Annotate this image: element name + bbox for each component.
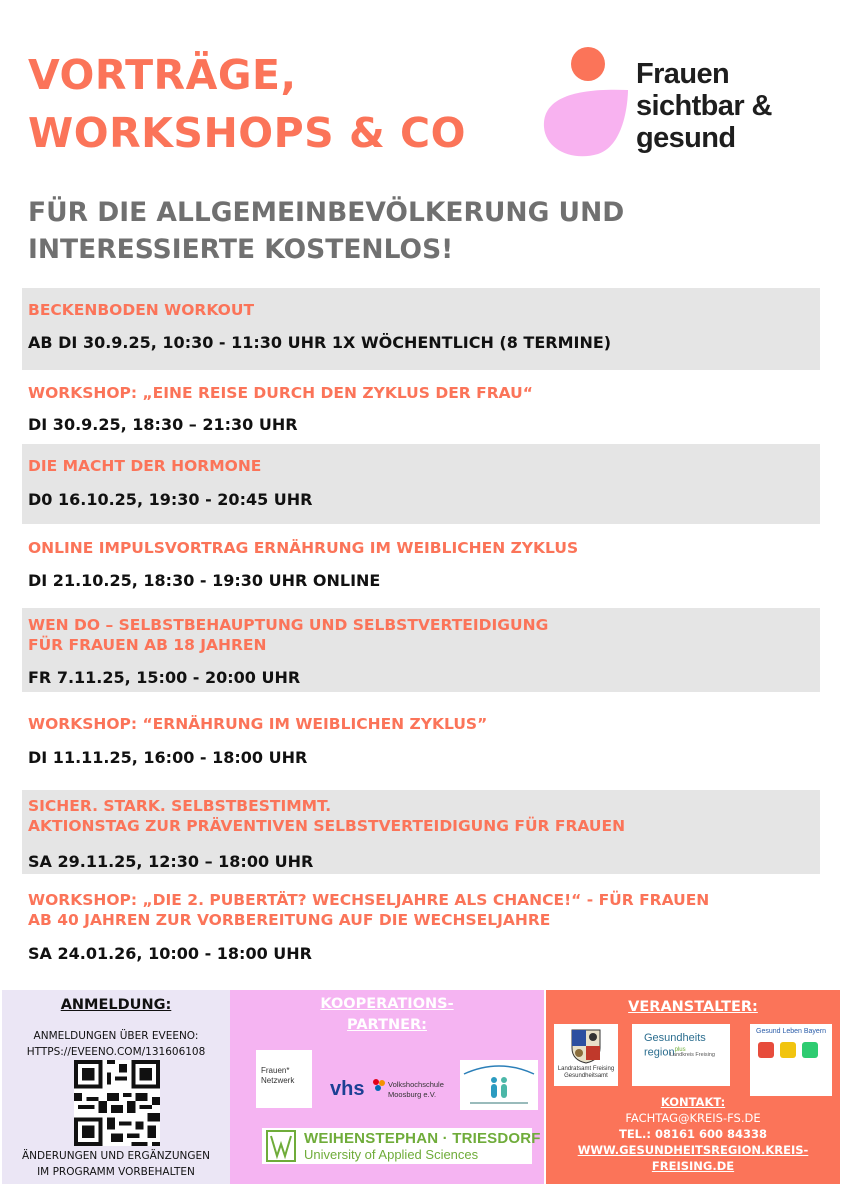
contact-heading: KONTAKT:	[660, 1095, 726, 1109]
logo-figure-icon	[540, 44, 630, 160]
event-item	[22, 790, 820, 874]
registration-panel	[2, 990, 230, 1184]
contact-block	[546, 1094, 840, 1174]
event-date: SA 24.01.26, 10:00 - 18:00 UHR	[28, 944, 312, 963]
contact-email[interactable]: FACHTAG@KREIS-FS.DE	[625, 1111, 761, 1125]
gesundheitsregion-wordmark: Gesundheits region$^{plus}$	[644, 1032, 706, 1059]
event-title: ONLINE IMPULSVORTRAG ERNÄHRUNG IM WEIBLICHEN ZYKLUS	[28, 539, 579, 557]
event-item	[22, 288, 820, 370]
coat-of-arms-icon	[570, 1028, 602, 1064]
main-title: VORTRÄGE, WORKSHOPS & CO	[28, 51, 466, 157]
event-title: DIE MACHT DER HORMONE	[28, 457, 262, 475]
landratsamt-caption: Landratsamt Freising Gesundheitsamt	[557, 1066, 615, 1079]
event-item	[22, 880, 820, 972]
vhs-subtitle: Volkshochschule Moosburg e.V.	[388, 1080, 444, 1099]
event-item	[22, 526, 820, 606]
organizer-heading: VERANSTALTER:	[628, 999, 758, 1015]
qr-code-icon[interactable]	[74, 1060, 160, 1146]
registration-note: ÄNDERUNGEN UND ERGÄNZUNGEN IM PROGRAMM VORBEHALTEN	[22, 1150, 210, 1178]
event-date: DI 11.11.25, 16:00 - 18:00 UHR	[28, 748, 308, 767]
subtitle: FÜR DIE ALLGEMEINBEVÖLKERUNG UND INTERESSIERTE KOSTENLOS!	[28, 197, 625, 265]
event-title: BECKENBODEN WORKOUT	[28, 301, 255, 319]
cooperation-panel	[230, 990, 544, 1184]
event-title: SICHER. STARK. SELBSTBESTIMMT. AKTIONSTAG ZUR PRÄVENTIVEN SELBSTVERTEIDIGUNG FÜR FRAUEN	[28, 797, 626, 835]
partner-logo-weihenstephan	[262, 1128, 541, 1164]
partner-logo-family-center	[460, 1060, 538, 1110]
organizer-logo-gesundheitsregion	[632, 1024, 730, 1086]
gesund-leben-bayern-title: Gesund Leben Bayern	[756, 1028, 827, 1035]
registration-info: ANMELDUNGEN ÜBER EVEENO: HTTPS://EVEENO.COM/131606108	[2, 1028, 230, 1060]
family-figures-icon	[460, 1060, 538, 1110]
weihenstephan-name: WEIHENSTEPHAN · TRIESDORF	[304, 1130, 541, 1147]
vhs-wordmark: vhs	[330, 1078, 365, 1100]
event-date: SA 29.11.25, 12:30 – 18:00 UHR	[28, 852, 314, 871]
event-item	[22, 372, 820, 442]
partner-logo-vhs	[326, 1074, 444, 1106]
event-date: DI 30.9.25, 18:30 – 21:30 UHR	[28, 415, 298, 434]
event-title: WORKSHOP: “ERNÄHRUNG IM WEIBLICHEN ZYKLUS”	[28, 715, 488, 733]
event-title: WORKSHOP: „DIE 2. PUBERTÄT? WECHSELJAHRE ALS CHANCE!“ - FÜR FRAUEN AB 40 JAHREN ZUR VORBEREITUNG AUF DIE WECHSELJAHRE	[28, 891, 710, 929]
organizer-logo-gesund-leben-bayern	[750, 1024, 832, 1096]
event-item	[22, 608, 820, 692]
gesundheitsregion-subtitle: Landkreis Freising	[670, 1052, 715, 1058]
registration-heading: ANMELDUNG:	[60, 997, 172, 1013]
event-date: FR 7.11.25, 15:00 - 20:00 UHR	[28, 668, 301, 687]
contact-website[interactable]: WWW.GESUNDHEITSREGION.KREIS-	[577, 1143, 809, 1157]
contact-phone: TEL.: 08161 600 84338	[618, 1127, 768, 1141]
contact-website-cont[interactable]: FREISING.DE	[651, 1159, 735, 1173]
event-title: WORKSHOP: „EINE REISE DURCH DEN ZYKLUS DER FRAU“	[28, 384, 533, 402]
event-date: D0 16.10.25, 19:30 - 20:45 UHR	[28, 490, 313, 509]
event-title: WEN DO – SELBSTBEHAUPTUNG UND SELBSTVERTEIDIGUNG FÜR FRAUEN AB 18 JAHREN	[28, 616, 549, 654]
organizer-logo-landratsamt	[554, 1024, 618, 1086]
logo-text: Frauen sichtbar & gesund	[636, 58, 772, 154]
sun-icon	[780, 1042, 796, 1058]
event-date: DI 21.10.25, 18:30 - 19:30 UHR ONLINE	[28, 571, 381, 590]
cooperation-heading: KOOPERATIONS- PARTNER:	[320, 996, 454, 1033]
event-item	[22, 444, 820, 524]
weihenstephan-subtitle: University of Applied Sciences	[304, 1147, 479, 1162]
vhs-dots-icon	[372, 1078, 386, 1092]
registration-link[interactable]: HTTPS://EVEENO.COM/131606108	[26, 1046, 206, 1058]
organizer-panel	[546, 990, 840, 1184]
event-date: AB DI 30.9.25, 10:30 - 11:30 UHR 1X WÖCHENTLICH (8 TERMINE)	[28, 333, 612, 352]
event-item	[22, 694, 820, 784]
heart-icon	[758, 1042, 774, 1058]
partner-logo-frauen-netzwerk: Frauen* Netzwerk	[256, 1050, 312, 1108]
leaf-icon	[802, 1042, 818, 1058]
weihenstephan-mark-icon	[266, 1130, 296, 1162]
